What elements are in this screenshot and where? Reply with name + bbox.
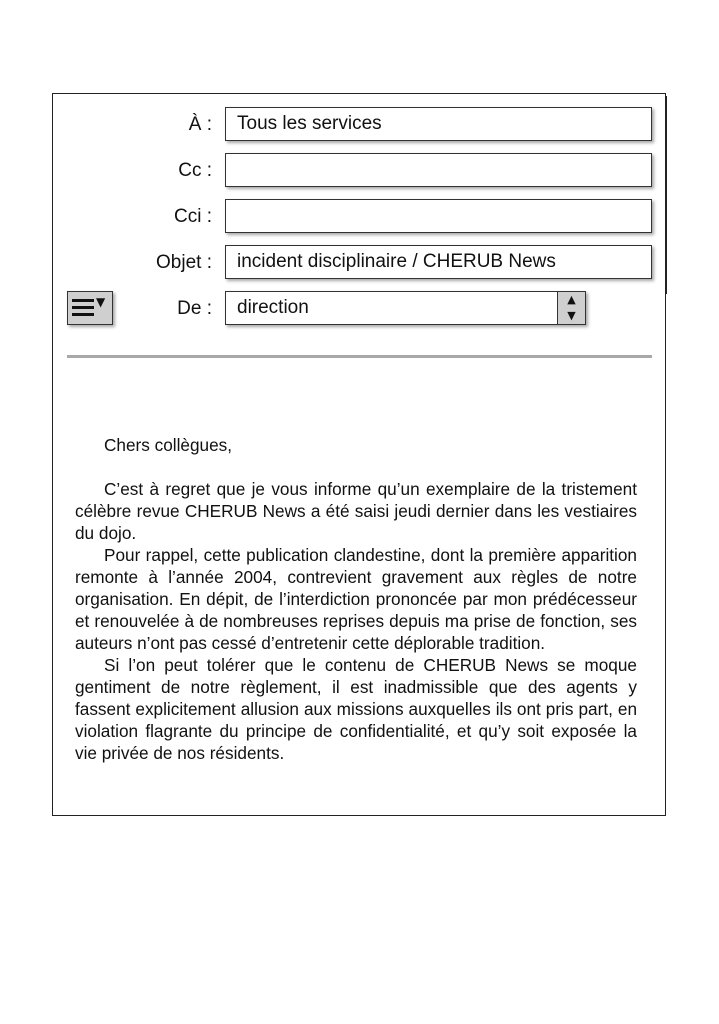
- bcc-label: Cci :: [174, 206, 212, 227]
- message-paragraph: C’est à regret que je vous informe qu’un exemplaire de la tristement célèbre revue CHERUB News a été saisi jeudi dernier dans les vestiaires du dojo.: [75, 479, 637, 543]
- message-body[interactable]: [75, 434, 637, 764]
- cc-field[interactable]: [225, 153, 652, 187]
- subject-label: Objet :: [156, 252, 212, 273]
- hamburger-menu-icon: [72, 299, 94, 317]
- cc-label: Cc :: [178, 160, 212, 181]
- message-paragraph: Pour rappel, cette publication clandestine, dont la première apparition remonte à l’année 2004, contrevient gravement aux règles de notre organisation. En dépit, de l’interdiction prononcée par mon prédécesseur et renouvelée à de nombreuses reprises depuis ma prise de fonction, ses auteurs n’ont pas cessé d’entretenir cette déplorable tradition.: [75, 545, 637, 653]
- from-label: De :: [177, 298, 212, 319]
- chevron-down-icon: ▼: [96, 295, 106, 309]
- message-greeting: Chers collègues,: [104, 435, 233, 455]
- to-field[interactable]: Tous les services: [225, 107, 652, 141]
- to-label: À :: [188, 114, 212, 135]
- from-spinner[interactable]: [557, 291, 586, 325]
- spinner-up-icon[interactable]: ▲: [567, 293, 576, 306]
- bcc-field[interactable]: [225, 199, 652, 233]
- header-separator: [67, 355, 652, 358]
- window-edge-shadow: [665, 96, 667, 294]
- message-paragraph: Si l’on peut tolérer que le contenu de CHERUB News se moque gentiment de notre règlement, il est inadmissible que des agents y fassent explicitement allusion aux missions auxquelles ils ont pris part, en violation flagrante du principe de confidentialité, et qu’y soit exposée la vie privée de nos résidents.: [75, 655, 637, 763]
- subject-field[interactable]: incident disciplinaire / CHERUB News: [225, 245, 652, 279]
- spinner-down-icon[interactable]: ▼: [567, 309, 576, 322]
- from-select[interactable]: direction: [225, 291, 586, 325]
